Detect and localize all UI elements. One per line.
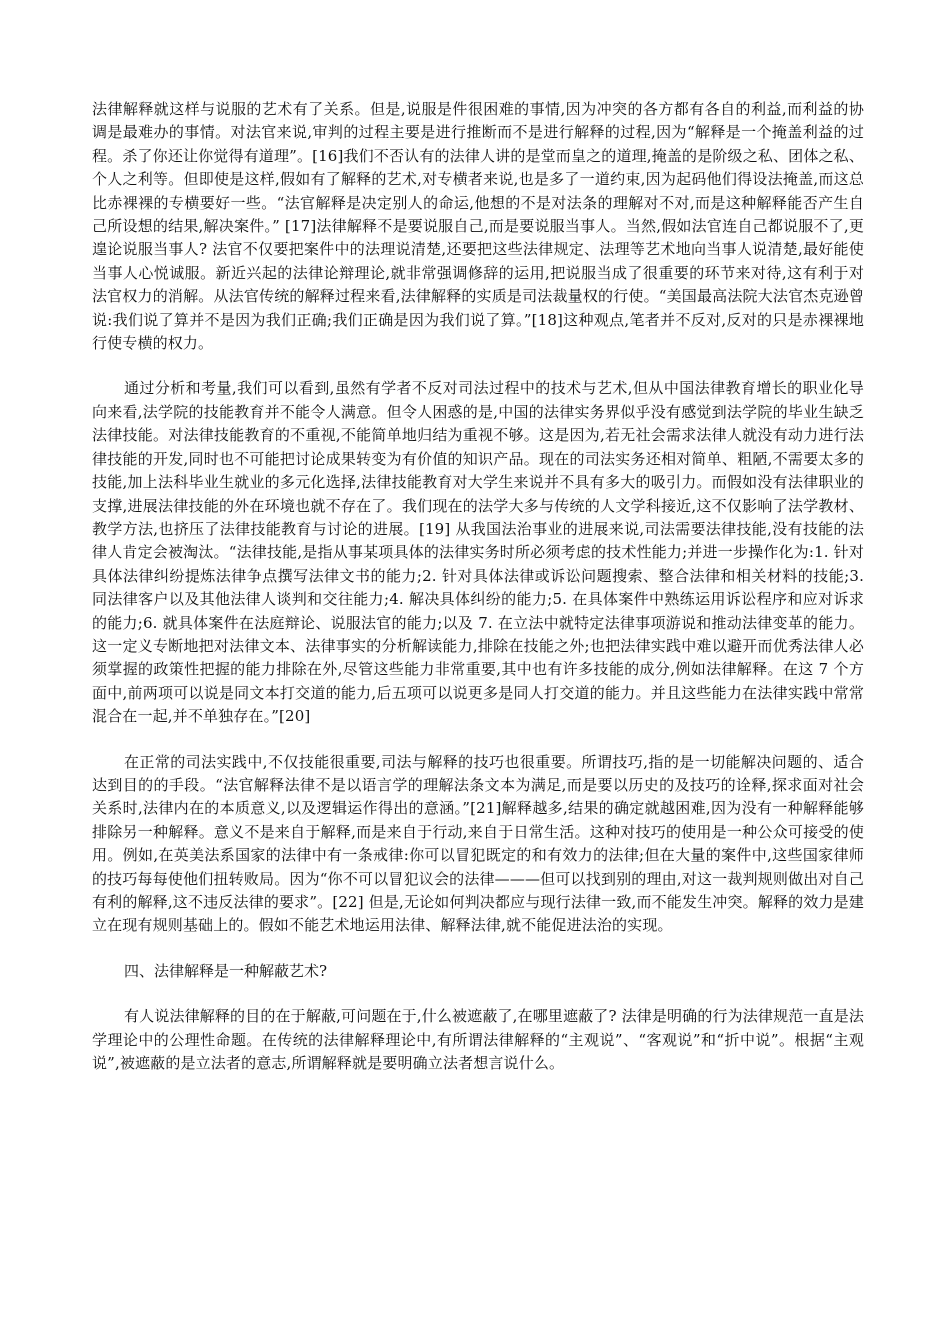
paragraph-3: 在正常的司法实践中,不仅技能很重要,司法与解释的技巧也很重要。所谓技巧,指的是一切能解决问题的、适合达到目的的手段。“法官解释法律不是以语言学的理解法条文本为满足,而是要以历史的及技巧的诠释,探求面对社会关系时,法律内在的本质意义,以及逻辑运作得出的意涵。”[21]解释越多,结果的确定就越困难,因为没有一种解释能够排除另一种解释。意义不是来自于解释,而是来自于行动,来自于日常生活。这种对技巧的使用是一种公众可接受的使用。例如,在英美法系国家的法律中有一条戒律:你可以冒犯既定的和有效力的法律;但在大量的案件中,这些国家律师的技巧每每使他们扭转败局。因为“你不可以冒犯议会的法律———但可以找到别的理由,对这一裁判规则做出对自己有利的解释,这不违反法律的要求”。[22] 但是,无论如何判决都应与现行法律一致,而不能发生冲突。解释的效力是建立在现有规则基础上的。假如不能艺术地运用法律、解释法律,就不能促进法治的实现。 xyxy=(92,752,864,935)
paragraph-gap xyxy=(92,938,864,960)
paragraph-gap xyxy=(92,729,864,751)
paragraph-2: 通过分析和考量,我们可以看到,虽然有学者不反对司法过程中的技术与艺术,但从中国法律教育增长的职业化导向来看,法学院的技能教育并不能令人满意。但令人困惑的是,中国的法律实务界似乎没有感觉到法学院的毕业生缺乏法律技能。对法律技能教育的不重视,不能简单地归结为重视不够。这是因为,若无社会需求法律人就没有动力进行法律技能的开发,同时也不可能把讨论成果转变为有价值的知识产品。现在的司法实务还相对简单、粗陋,不需要太多的技能,加上法科毕业生就业的多元化选择,法律技能教育对大学生来说并不具有多大的吸引力。而假如没有法律职业的支撑,进展法律技能的外在环境也就不存在了。我们现在的法学大多与传统的人文学科接近,这不仅影响了法学教材、教学方法,也挤压了法律技能教育与讨论的进展。[19] 从我国法治事业的进展来说,司法需要法律技能,没有技能的法律人肯定会被淘汰。“法律技能,是指从事某项具体的法律实务时所必须考虑的技术性能力;并进一步操作化为:1. 针对具体法律纠纷提炼法律争点撰写法律文书的能力;2. 针对具体法律或诉讼问题搜索、整合法律和相关材料的技能;3. 同法律客户以及其他法律人谈判和交往能力;4. 解决具体纠纷的能力;5. 在具体案件中熟练运用诉讼程序和应对诉求的能力;6. 就具体案件在法庭辩论、说服法官的能力;以及 7. 在立法中就特定法律事项游说和推动法律变革的能力。这一定义专断地把对法律文本、法律事实的分析解读能力,排除在技能之外;也把法律实践中难以避开而优秀法律人必须掌握的政策性把握的能力排除在外,尽管这些能力非常重要,其中也有许多技能的成分,例如法律解释。在这 7 个方面中,前两项可以说是同文本打交道的能力,后五项可以说更多是同人打交道的能力。并且这些能力在法律实践中常常混合在一起,并不单独存在。”[20] xyxy=(92,379,864,726)
section-heading: 四、法律解释是一种解蔽艺术? xyxy=(124,961,328,980)
paragraph-gap xyxy=(92,355,864,377)
paragraph-4: 有人说法律解释的目的在于解蔽,可问题在于,什么被遮蔽了,在哪里遮蔽了? 法律是明确的行为法律规范一直是法学理论中的公理性命题。在传统的法律解释理论中,有所谓法律解释的“主观说”、“客观说”和“折中说”。根据“主观说”,被遮蔽的是立法者的意志,所谓解释就是要明确立法者想言说什么。 xyxy=(92,1007,864,1073)
paragraph-gap xyxy=(92,983,864,1005)
paragraph-1: 法律解释就这样与说服的艺术有了关系。但是,说服是件很困难的事情,因为冲突的各方都有各自的利益,而利益的协调是最难办的事情。对法官来说,审判的过程主要是进行推断而不是进行解释的过程,因为“解释是一个掩盖利益的过程。杀了你还让你觉得有道理”。[16]我们不否认有的法律人讲的是堂而皇之的道理,掩盖的是阶级之私、团体之私、个人之利等。但即使是这样,假如有了解释的艺术,对专横者来说,也是多了一道约束,因为起码他们得设法掩盖,而这总比赤裸裸的专横要好一些。“法官解释是决定别人的命运,他想的不是对法条的理解对不对,而是这种解释能否产生自己所设想的结果,解决案件。” [17]法律解释不是要说服自己,而是要说服当事人。当然,假如法官连自己都说服不了,更遑论说服当事人? 法官不仅要把案件中的法理说清楚,还要把这些法律规定、法理等艺术地向当事人说清楚,最好能使当事人心悦诚服。新近兴起的法律论辩理论,就非常强调修辞的运用,把说服当成了很重要的环节来对待,这有利于对法官权力的消解。从法官传统的解释过程来看,法律解释的实质是司法裁量权的行使。“美国最高法院大法官杰克逊曾说:我们说了算并不是因为我们正确;我们正确是因为我们说了算。”[18]这种观点,笔者并不反对,反对的只是赤裸裸地行使专横的权力。 xyxy=(92,100,864,353)
document-page xyxy=(92,98,864,1075)
